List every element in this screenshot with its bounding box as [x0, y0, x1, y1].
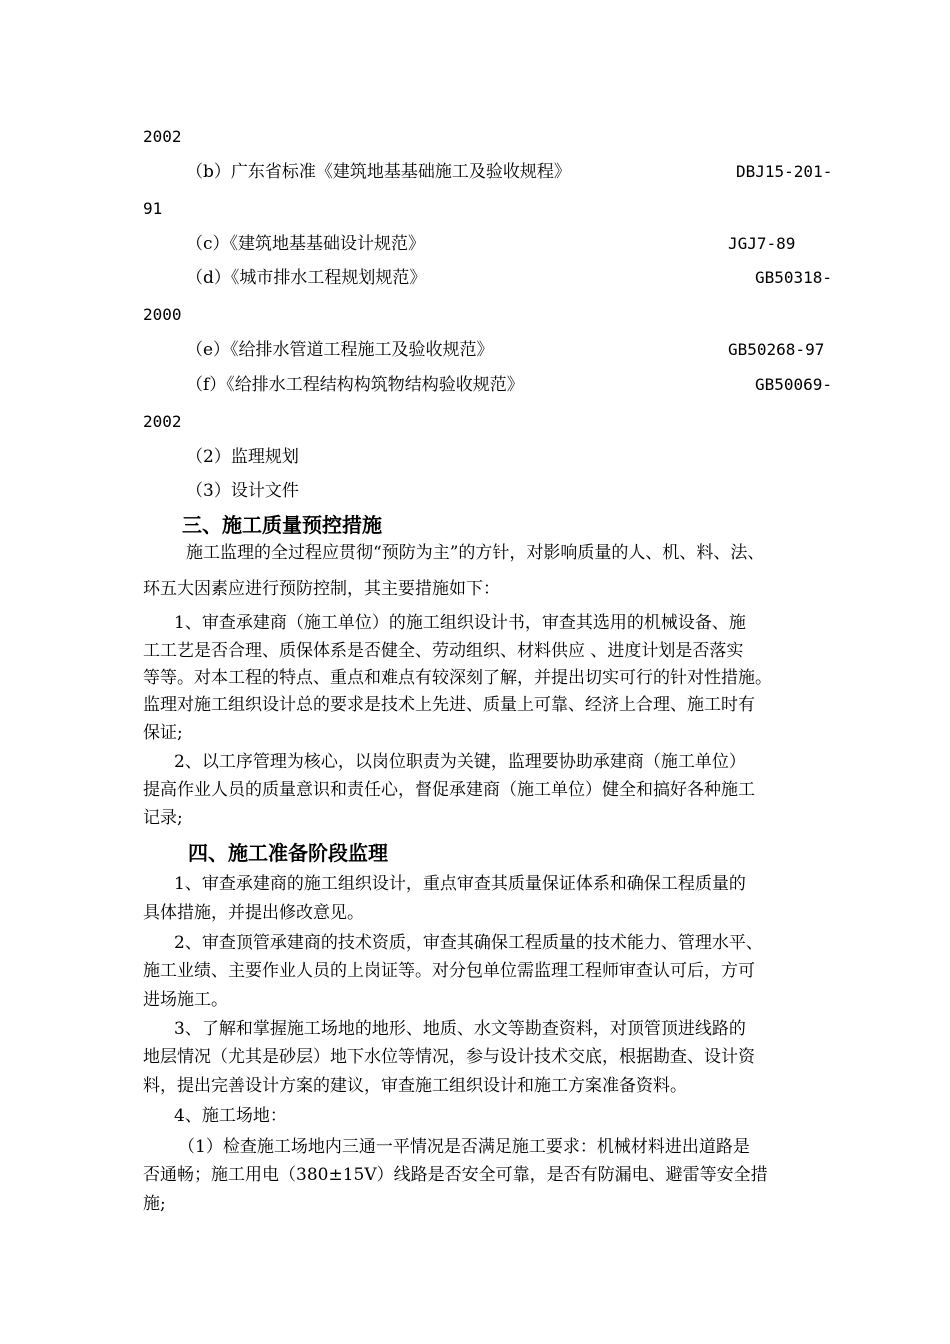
section3-line: 等等。对本工程的特点、重点和难点有较深刻了解，并提出切实可行的针对性措施。 — [143, 668, 772, 688]
section3-line: 监理对施工组织设计总的要求是技术上先进、质量上可靠、经济上合理、施工时有 — [143, 695, 755, 715]
section3-line: 1、审查承建商（施工单位）的施工组织设计书，审查其选用的机械设备、施 — [174, 613, 746, 633]
section3-line: 工工艺是否合理、质保体系是否健全、劳动组织、材料供应 、进度计划是否落实 — [143, 641, 744, 661]
ref-c-title: （c）《建筑地基基础设计规范》 — [186, 234, 426, 254]
ref-item-3: （3）设计文件 — [186, 481, 299, 501]
section4-line: 4、施工场地： — [174, 1106, 287, 1126]
section3-line: 施工监理的全过程应贯彻“预防为主”的方针，对影响质量的人、机、料、法、 — [186, 543, 765, 563]
ref-b-code-cont: 91 — [143, 199, 163, 218]
ref-c-code: JGJ7-89 — [728, 234, 796, 253]
section4-line: 施; — [143, 1194, 166, 1214]
ref-e-code: GB50268-97 — [728, 340, 825, 359]
section3-line: 记录; — [143, 808, 183, 828]
section4-heading: 四、施工准备阶段监理 — [188, 841, 388, 865]
section4-line: 料，提出完善设计方案的建议，审查施工组织设计和施工方案准备资料。 — [143, 1076, 687, 1096]
section4-line: 3、了解和掌握施工场地的地形、地质、水文等勘查资料，对顶管顶进线路的 — [174, 1019, 746, 1039]
section3-heading: 三、施工质量预控措施 — [182, 513, 382, 537]
section3-line: 提高作业人员的质量意识和责任心，督促承建商（施工单位）健全和搞好各种施工 — [143, 780, 755, 800]
ref-e-title: （e）《给排水管道工程施工及验收规范》 — [186, 340, 494, 360]
ref-year-line: 2002 — [143, 127, 182, 146]
ref-b-code: DBJ15-201- — [736, 162, 833, 181]
section3-line: 保证; — [143, 723, 183, 743]
section4-line: （1）检查施工场地内三通一平情况是否满足施工要求：机械材料进出道路是 — [178, 1137, 750, 1157]
ref-d-code-cont: 2000 — [143, 305, 182, 324]
section4-line: 施工业绩、主要作业人员的上岗证等。对分包单位需监理工程师审查认可后，方可 — [143, 961, 755, 981]
ref-b-title: （b）广东省标准《建筑地基基础施工及验收规程》 — [186, 162, 571, 182]
section3-line: 环五大因素应进行预防控制，其主要措施如下： — [143, 579, 500, 599]
ref-d-title: （d）《城市排水工程规划规范》 — [186, 268, 427, 288]
section4-line: 进场施工。 — [143, 990, 228, 1010]
section3-line: 2、以工序管理为核心，以岗位职责为关键，监理要协助承建商（施工单位） — [174, 752, 746, 772]
section4-line: 地层情况（尤其是砂层）地下水位等情况，参与设计技术交底，根据勘查、设计资 — [143, 1047, 755, 1067]
section4-line: 1、审查承建商的施工组织设计，重点审查其质量保证体系和确保工程质量的 — [174, 874, 746, 894]
ref-d-code: GB50318- — [755, 268, 833, 287]
ref-item-2: （2）监理规划 — [186, 447, 299, 467]
section4-line: 否通畅；施工用电（380±15V）线路是否安全可靠，是否有防漏电、避雷等安全措 — [143, 1165, 768, 1185]
section4-line: 具体措施，并提出修改意见。 — [143, 903, 364, 923]
ref-f-title: （f）《给排水工程结构构筑物结构验收规范》 — [186, 375, 524, 395]
section4-line: 2、审查顶管承建商的技术资质，审查其确保工程质量的技术能力、管理水平、 — [174, 933, 763, 953]
ref-f-code: GB50069- — [755, 375, 833, 394]
ref-f-code-cont: 2002 — [143, 412, 182, 431]
